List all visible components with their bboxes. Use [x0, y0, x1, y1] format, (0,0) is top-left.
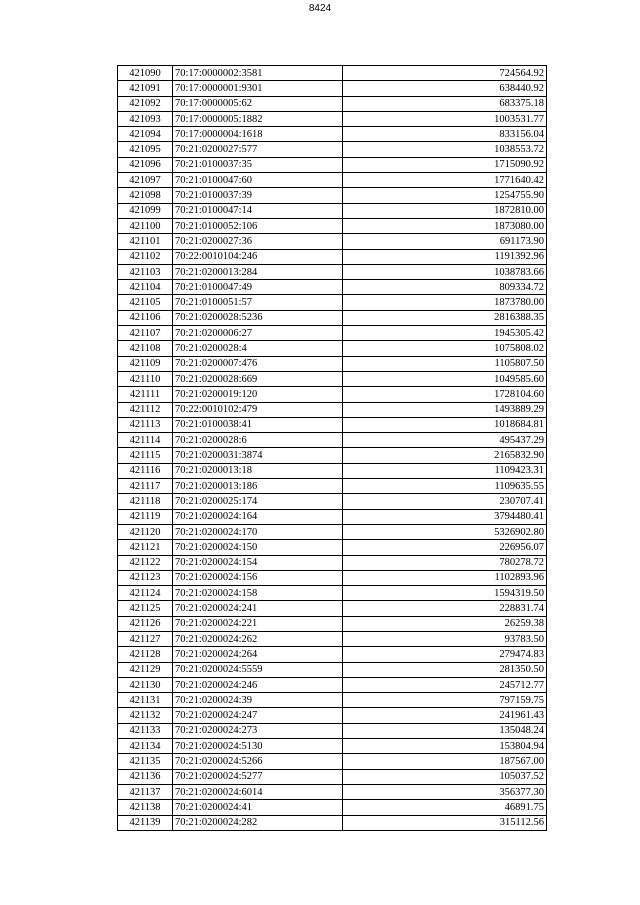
cadastral-value-cell: 1038783.66 [343, 264, 547, 279]
row-number-cell: 421127 [118, 631, 173, 646]
cadastral-number-cell: 70:21:0200027:36 [173, 234, 343, 249]
table-row [118, 356, 547, 371]
cadastral-value-cell: 638440.92 [343, 81, 547, 96]
cadastral-value-cell: 3794480.41 [343, 509, 547, 524]
table-row [118, 708, 547, 723]
cadastral-number-cell: 70:21:0100052:106 [173, 218, 343, 233]
table-row [118, 433, 547, 448]
row-number-cell: 421136 [118, 769, 173, 784]
cadastral-value-cell: 797159.75 [343, 693, 547, 708]
cadastral-number-cell: 70:21:0200019:120 [173, 387, 343, 402]
row-number-cell: 421131 [118, 693, 173, 708]
cadastral-number-cell: 70:21:0200031:3874 [173, 448, 343, 463]
row-number-cell: 421119 [118, 509, 173, 524]
cadastral-value-cell: 230707.41 [343, 494, 547, 509]
cadastral-value-cell: 1109423.31 [343, 463, 547, 478]
row-number-cell: 421107 [118, 326, 173, 341]
cadastral-number-cell: 70:21:0200013:18 [173, 463, 343, 478]
table-row [118, 723, 547, 738]
cadastral-number-cell: 70:21:0200024:262 [173, 631, 343, 646]
cadastral-number-cell: 70:21:0200024:5130 [173, 739, 343, 754]
table-row [118, 310, 547, 325]
table-row [118, 387, 547, 402]
row-number-cell: 421100 [118, 218, 173, 233]
cadastral-value-cell: 187567.00 [343, 754, 547, 769]
cadastral-number-cell: 70:21:0200024:5277 [173, 769, 343, 784]
table-row [118, 326, 547, 341]
row-number-cell: 421114 [118, 433, 173, 448]
row-number-cell: 421120 [118, 524, 173, 539]
row-number-cell: 421118 [118, 494, 173, 509]
row-number-cell: 421099 [118, 203, 173, 218]
row-number-cell: 421102 [118, 249, 173, 264]
row-number-cell: 421125 [118, 601, 173, 616]
cadastral-number-cell: 70:21:0200024:5266 [173, 754, 343, 769]
table-row [118, 81, 547, 96]
cadastral-value-cell: 683375.18 [343, 96, 547, 111]
cadastral-value-cell: 1493889.29 [343, 402, 547, 417]
cadastral-value-cell: 1873780.00 [343, 295, 547, 310]
row-number-cell: 421097 [118, 173, 173, 188]
table-row [118, 647, 547, 662]
cadastral-number-cell: 70:21:0200024:247 [173, 708, 343, 723]
cadastral-number-cell: 70:17:0000002:3581 [173, 66, 343, 81]
cadastral-value-cell: 1109635.55 [343, 479, 547, 494]
table-row [118, 754, 547, 769]
table-row [118, 815, 547, 830]
row-number-cell: 421130 [118, 677, 173, 692]
row-number-cell: 421137 [118, 784, 173, 799]
row-number-cell: 421098 [118, 188, 173, 203]
row-number-cell: 421095 [118, 142, 173, 157]
row-number-cell: 421132 [118, 708, 173, 723]
table-row [118, 800, 547, 815]
table-row [118, 203, 547, 218]
row-number-cell: 421115 [118, 448, 173, 463]
row-number-cell: 421121 [118, 540, 173, 555]
row-number-cell: 421092 [118, 96, 173, 111]
row-number-cell: 421123 [118, 570, 173, 585]
row-number-cell: 421109 [118, 356, 173, 371]
cadastral-number-cell: 70:21:0100047:14 [173, 203, 343, 218]
cadastral-value-cell: 356377.30 [343, 784, 547, 799]
table-row [118, 524, 547, 539]
table-row [118, 601, 547, 616]
row-number-cell: 421094 [118, 127, 173, 142]
table-row [118, 96, 547, 111]
row-number-cell: 421101 [118, 234, 173, 249]
table-row [118, 616, 547, 631]
table-row [118, 739, 547, 754]
table-row [118, 264, 547, 279]
cadastral-number-cell: 70:21:0200024:156 [173, 570, 343, 585]
cadastral-value-cell: 93783.50 [343, 631, 547, 646]
cadastral-value-cell: 1102893.96 [343, 570, 547, 585]
cadastral-number-cell: 70:21:0200028:5236 [173, 310, 343, 325]
row-number-cell: 421117 [118, 479, 173, 494]
cadastral-number-cell: 70:17:0000004:1618 [173, 127, 343, 142]
table-row [118, 402, 547, 417]
row-number-cell: 421103 [118, 264, 173, 279]
table-row [118, 66, 547, 81]
cadastral-number-cell: 70:21:0200013:186 [173, 479, 343, 494]
cadastral-number-cell: 70:21:0100047:60 [173, 173, 343, 188]
table-body [118, 66, 547, 831]
table-row [118, 188, 547, 203]
table-row [118, 111, 547, 126]
table-row [118, 249, 547, 264]
row-number-cell: 421128 [118, 647, 173, 662]
cadastral-value-cell: 1945305.42 [343, 326, 547, 341]
table-row [118, 280, 547, 295]
row-number-cell: 421116 [118, 463, 173, 478]
cadastral-value-cell: 279474.83 [343, 647, 547, 662]
cadastral-value-cell: 241961.43 [343, 708, 547, 723]
cadastral-number-cell: 70:21:0200024:170 [173, 524, 343, 539]
cadastral-number-cell: 70:21:0200024:221 [173, 616, 343, 631]
row-number-cell: 421124 [118, 586, 173, 601]
table-row [118, 463, 547, 478]
cadastral-value-cell: 5326902.80 [343, 524, 547, 539]
cadastral-number-cell: 70:21:0200024:246 [173, 677, 343, 692]
row-number-cell: 421129 [118, 662, 173, 677]
table-row [118, 371, 547, 386]
cadastral-number-cell: 70:21:0100051:57 [173, 295, 343, 310]
table-row [118, 570, 547, 585]
cadastral-number-cell: 70:21:0100038:41 [173, 417, 343, 432]
cadastral-value-cell: 1728104.60 [343, 387, 547, 402]
table-row [118, 586, 547, 601]
cadastral-number-cell: 70:21:0200006:27 [173, 326, 343, 341]
row-number-cell: 421110 [118, 371, 173, 386]
cadastral-number-cell: 70:21:0200025:174 [173, 494, 343, 509]
row-number-cell: 421135 [118, 754, 173, 769]
cadastral-value-cell: 1715090.92 [343, 157, 547, 172]
table-row [118, 127, 547, 142]
cadastral-value-cell: 2165832.90 [343, 448, 547, 463]
cadastral-number-cell: 70:21:0100047:49 [173, 280, 343, 295]
row-number-cell: 421108 [118, 341, 173, 356]
cadastral-number-cell: 70:21:0200013:284 [173, 264, 343, 279]
row-number-cell: 421139 [118, 815, 173, 830]
row-number-cell: 421138 [118, 800, 173, 815]
cadastral-value-cell: 780278.72 [343, 555, 547, 570]
table-row [118, 479, 547, 494]
cadastral-value-cell: 833156.04 [343, 127, 547, 142]
table-row [118, 509, 547, 524]
cadastral-value-cell: 1018684.81 [343, 417, 547, 432]
cadastral-number-cell: 70:21:0200028:4 [173, 341, 343, 356]
cadastral-number-cell: 70:21:0200024:282 [173, 815, 343, 830]
cadastral-number-cell: 70:21:0200024:273 [173, 723, 343, 738]
cadastral-number-cell: 70:21:0200024:41 [173, 800, 343, 815]
row-number-cell: 421122 [118, 555, 173, 570]
cadastral-value-cell: 1075808.02 [343, 341, 547, 356]
cadastral-number-cell: 70:21:0200024:6014 [173, 784, 343, 799]
cadastral-number-cell: 70:17:0000005:62 [173, 96, 343, 111]
cadastral-number-cell: 70:21:0200024:264 [173, 647, 343, 662]
cadastral-value-cell: 226956.07 [343, 540, 547, 555]
cadastral-number-cell: 70:21:0200024:164 [173, 509, 343, 524]
cadastral-value-cell: 1594319.50 [343, 586, 547, 601]
row-number-cell: 421093 [118, 111, 173, 126]
cadastral-value-cell: 1049585.60 [343, 371, 547, 386]
table-row [118, 142, 547, 157]
row-number-cell: 421126 [118, 616, 173, 631]
cadastral-value-cell: 315112.56 [343, 815, 547, 830]
cadastral-value-cell: 1038553.72 [343, 142, 547, 157]
cadastral-value-cell: 1191392.96 [343, 249, 547, 264]
table-row [118, 540, 547, 555]
cadastral-value-cell: 281350.50 [343, 662, 547, 677]
cadastral-value-table [117, 65, 547, 831]
cadastral-value-cell: 724564.92 [343, 66, 547, 81]
table-row [118, 631, 547, 646]
cadastral-number-cell: 70:17:0000001:9301 [173, 81, 343, 96]
cadastral-value-cell: 1105807.50 [343, 356, 547, 371]
cadastral-number-cell: 70:21:0100037:39 [173, 188, 343, 203]
row-number-cell: 421096 [118, 157, 173, 172]
cadastral-number-cell: 70:21:0200024:241 [173, 601, 343, 616]
cadastral-value-cell: 245712.77 [343, 677, 547, 692]
cadastral-value-cell: 153804.94 [343, 739, 547, 754]
cadastral-value-cell: 1254755.90 [343, 188, 547, 203]
cadastral-number-cell: 70:21:0200028:6 [173, 433, 343, 448]
cadastral-value-cell: 1003531.77 [343, 111, 547, 126]
table-row [118, 784, 547, 799]
cadastral-value-cell: 2816388.35 [343, 310, 547, 325]
row-number-cell: 421133 [118, 723, 173, 738]
table-row [118, 448, 547, 463]
cadastral-value-cell: 809334.72 [343, 280, 547, 295]
row-number-cell: 421134 [118, 739, 173, 754]
table-row [118, 494, 547, 509]
row-number-cell: 421111 [118, 387, 173, 402]
table-row [118, 769, 547, 784]
table-row [118, 341, 547, 356]
table-row [118, 693, 547, 708]
cadastral-value-cell: 1872810.00 [343, 203, 547, 218]
cadastral-value-cell: 495437.29 [343, 433, 547, 448]
row-number-cell: 421091 [118, 81, 173, 96]
cadastral-number-cell: 70:21:0200024:158 [173, 586, 343, 601]
table-row [118, 157, 547, 172]
cadastral-value-cell: 26259.38 [343, 616, 547, 631]
table-row [118, 295, 547, 310]
row-number-cell: 421090 [118, 66, 173, 81]
table-row [118, 234, 547, 249]
row-number-cell: 421113 [118, 417, 173, 432]
table-row [118, 218, 547, 233]
cadastral-number-cell: 70:21:0200024:5559 [173, 662, 343, 677]
cadastral-value-cell: 105037.52 [343, 769, 547, 784]
cadastral-value-cell: 135048.24 [343, 723, 547, 738]
table-row [118, 662, 547, 677]
cadastral-number-cell: 70:22:0010102:479 [173, 402, 343, 417]
cadastral-number-cell: 70:17:0000005:1882 [173, 111, 343, 126]
cadastral-number-cell: 70:22:0010104:246 [173, 249, 343, 264]
cadastral-value-cell: 1873080.00 [343, 218, 547, 233]
table-row [118, 555, 547, 570]
table-row [118, 173, 547, 188]
cadastral-number-cell: 70:21:0200024:150 [173, 540, 343, 555]
cadastral-number-cell: 70:21:0200024:39 [173, 693, 343, 708]
cadastral-number-cell: 70:21:0100037:35 [173, 157, 343, 172]
cadastral-number-cell: 70:21:0200027:577 [173, 142, 343, 157]
row-number-cell: 421105 [118, 295, 173, 310]
table-row [118, 417, 547, 432]
page-number: 8424 [308, 3, 332, 14]
cadastral-number-cell: 70:21:0200028:669 [173, 371, 343, 386]
cadastral-value-cell: 691173.90 [343, 234, 547, 249]
table-row [118, 677, 547, 692]
row-number-cell: 421112 [118, 402, 173, 417]
cadastral-value-cell: 46891.75 [343, 800, 547, 815]
row-number-cell: 421104 [118, 280, 173, 295]
cadastral-number-cell: 70:21:0200024:154 [173, 555, 343, 570]
cadastral-value-cell: 1771640.42 [343, 173, 547, 188]
row-number-cell: 421106 [118, 310, 173, 325]
cadastral-value-cell: 228831.74 [343, 601, 547, 616]
cadastral-number-cell: 70:21:0200007:476 [173, 356, 343, 371]
